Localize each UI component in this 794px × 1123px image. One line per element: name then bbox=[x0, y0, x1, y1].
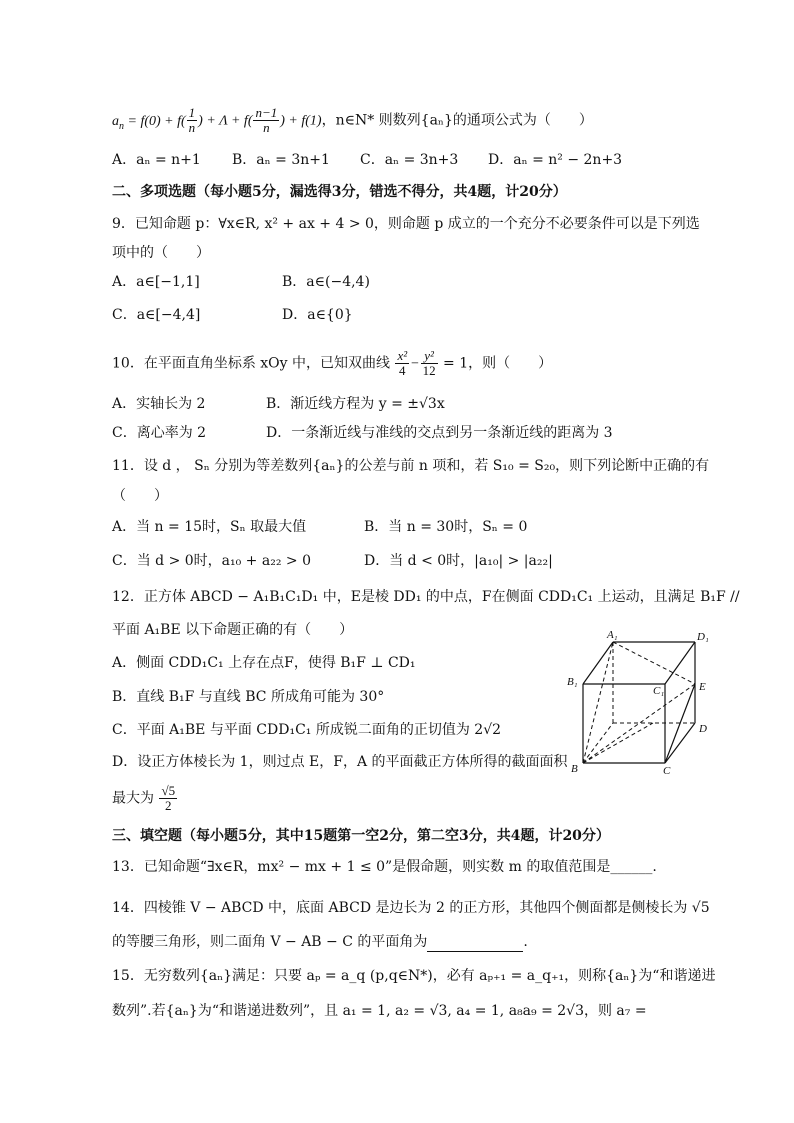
q11-option-d[interactable]: D．当 d < 0时，|a₁₀| > |a₂₂| bbox=[364, 553, 553, 569]
q9-option-a[interactable]: A．a∈[−1,1] bbox=[112, 274, 200, 290]
q10-prefix: 10．在平面直角坐标系 xOy 中，已知双曲线 bbox=[112, 355, 390, 372]
q11-line2: （ ） bbox=[112, 488, 168, 504]
label-D1: D₁ bbox=[697, 631, 709, 643]
label-C: C bbox=[663, 765, 671, 777]
q10-option-b[interactable]: B．渐近线方程为 y = ±√3x bbox=[266, 396, 445, 412]
q10-suffix: = 1，则（ ） bbox=[443, 355, 553, 372]
q10-option-c[interactable]: C．离心率为 2 bbox=[112, 425, 207, 441]
label-E: E bbox=[699, 681, 706, 693]
fraction-y2-over-12: $\frac{\text{y²}}{12}$ bbox=[422, 348, 436, 378]
q8-option-d[interactable]: D．aₙ = n² − 2n+3 bbox=[488, 152, 623, 168]
q12-option-d-line2-text: 最大为 bbox=[112, 790, 154, 807]
q9-line1: 9．已知命题 p：∀x∈R, x² + ax + 4 > 0，则命题 p 成立的一个充分不必要条件可以是下列选 bbox=[112, 216, 700, 232]
fraction-n-minus-1-over-n: $\frac{n-1}{n}$ bbox=[255, 105, 278, 135]
hidden-edge-BA bbox=[583, 723, 613, 763]
q8-option-b[interactable]: B．aₙ = 3n+1 bbox=[232, 152, 330, 168]
edge-DC bbox=[665, 723, 695, 763]
segment-A1E bbox=[613, 642, 695, 684]
segment-BF bbox=[583, 723, 653, 763]
q11-option-c[interactable]: C．当 d > 0时，a₁₀ + a₂₂ > 0 bbox=[112, 553, 311, 569]
q12-option-b[interactable]: B．直线 B₁F 与直线 BC 所成角可能为 30° bbox=[112, 689, 385, 705]
q14-line2: 的等腰三角形，则二面角 V − AB − C 的平面角为 bbox=[112, 934, 428, 950]
q13-text: 13．已知命题“∃x∈R，mx² − mx + 1 ≤ 0”是假命题，则实数 m 的取值范围是______. bbox=[112, 859, 657, 875]
fraction-1-over-n: $\frac{1}{n}$ bbox=[188, 105, 196, 135]
q11-option-a[interactable]: A．当 n = 15时，Sₙ 取最大值 bbox=[112, 519, 307, 535]
q8-formula-line: $a_n = f(0) + f$( $\frac{1}{n}$ ) + Λ + f( $\frac{n-1}{n}$ ) + f(1)，n∈N* 则数列{aₙ}的通项公式为（ ） bbox=[112, 105, 593, 135]
label-B: B bbox=[571, 763, 578, 775]
label-D: D bbox=[699, 723, 707, 735]
label-B1: B₁ bbox=[567, 676, 578, 688]
fraction-sqrt5-over-2: $\frac{√5}{2}$ bbox=[161, 783, 176, 813]
label-C1: C₁ bbox=[653, 685, 665, 697]
section2-heading: 二、多项选题（每小题5分，漏选得3分，错选不得分，共4题，计20分） bbox=[112, 184, 567, 200]
q12-option-a[interactable]: A．侧面 CDD₁C₁ 上存在点F，使得 B₁F ⊥ CD₁ bbox=[112, 655, 416, 671]
label-A1: A₁ bbox=[607, 629, 618, 641]
q9-option-d[interactable]: D．a∈{0} bbox=[282, 307, 353, 323]
q8-option-a[interactable]: A．aₙ = n+1 bbox=[112, 152, 201, 168]
cube-figure bbox=[565, 628, 715, 778]
q14-answer-blank[interactable] bbox=[427, 935, 523, 952]
q8-formula: $a_n = f(0) + f$( bbox=[112, 113, 186, 132]
q10-stem: 10．在平面直角坐标系 xOy 中，已知双曲线 $\frac{\text{x²}}{4}$ − $\frac{\text{y²}}{12}$ = 1，则（ ） bbox=[112, 348, 553, 378]
q10-option-a[interactable]: A．实轴长为 2 bbox=[112, 396, 206, 412]
q12-line2: 平面 A₁BE 以下命题正确的有（ ） bbox=[112, 622, 354, 638]
q14-line2-wrap: 的等腰三角形，则二面角 V − AB − C 的平面角为 . bbox=[112, 934, 528, 950]
q8-option-c[interactable]: C．aₙ = 3n+3 bbox=[360, 152, 459, 168]
q11-line1: 11．设 d ， Sₙ 分别为等差数列{aₙ}的公差与前 n 项和，若 S₁₀ = S₂₀，则下列论断中正确的有 bbox=[112, 458, 710, 474]
q15-line1: 15．无穷数列{aₙ}满足：只要 aₚ = a_q (p,q∈N*)，必有 aₚ₊₁ = a_q₊₁，则称{aₙ}为“和谐递进 bbox=[112, 968, 716, 984]
q14-line1: 14．四棱锥 V − ABCD 中，底面 ABCD 是边长为 2 的正方形，其他四个侧面都是侧棱长为 √5 bbox=[112, 900, 710, 916]
edge-D1C1 bbox=[665, 642, 695, 684]
q12-option-c[interactable]: C．平面 A₁BE 与平面 CDD₁C₁ 所成锐二面角的正切值为 2√2 bbox=[112, 722, 502, 738]
q9-option-b[interactable]: B．a∈(−4,4) bbox=[282, 274, 370, 290]
q11-option-b[interactable]: B．当 n = 30时，Sₙ = 0 bbox=[364, 519, 528, 535]
q12-option-d-line1[interactable]: D．设正方体棱长为 1，则过点 E，F，A 的平面截正方体所得的截面面积 bbox=[112, 754, 568, 770]
q12-line1: 12．正方体 ABCD − A₁B₁C₁D₁ 中，E是棱 DD₁ 的中点，F在侧面 CDD₁C₁ 上运动，且满足 B₁F // bbox=[112, 589, 740, 605]
q10-option-d[interactable]: D．一条渐近线与准线的交点到另一条渐近线的距离为 3 bbox=[266, 425, 613, 441]
q15-line2: 数列”.若{aₙ}为“和谐递进数列”，且 a₁ = 1, a₂ = √3, a₄ = 1, a₈a₉ = 2√3，则 a₇ = bbox=[112, 1003, 647, 1019]
q9-line2: 项中的（ ） bbox=[112, 245, 210, 261]
q8-stem: ，n∈N* 则数列{aₙ}的通项公式为（ ） bbox=[321, 112, 593, 129]
edge-B1A1 bbox=[583, 642, 613, 684]
q12-option-d-line2 bbox=[112, 784, 178, 813]
section3-heading: 三、填空题（每小题5分，其中15题第一空2分，第二空3分，共4题，计20分） bbox=[112, 828, 610, 844]
q9-option-c[interactable]: C．a∈[−4,4] bbox=[112, 307, 201, 323]
fraction-x2-over-4: $\frac{\text{x²}}{4}$ bbox=[397, 348, 408, 378]
